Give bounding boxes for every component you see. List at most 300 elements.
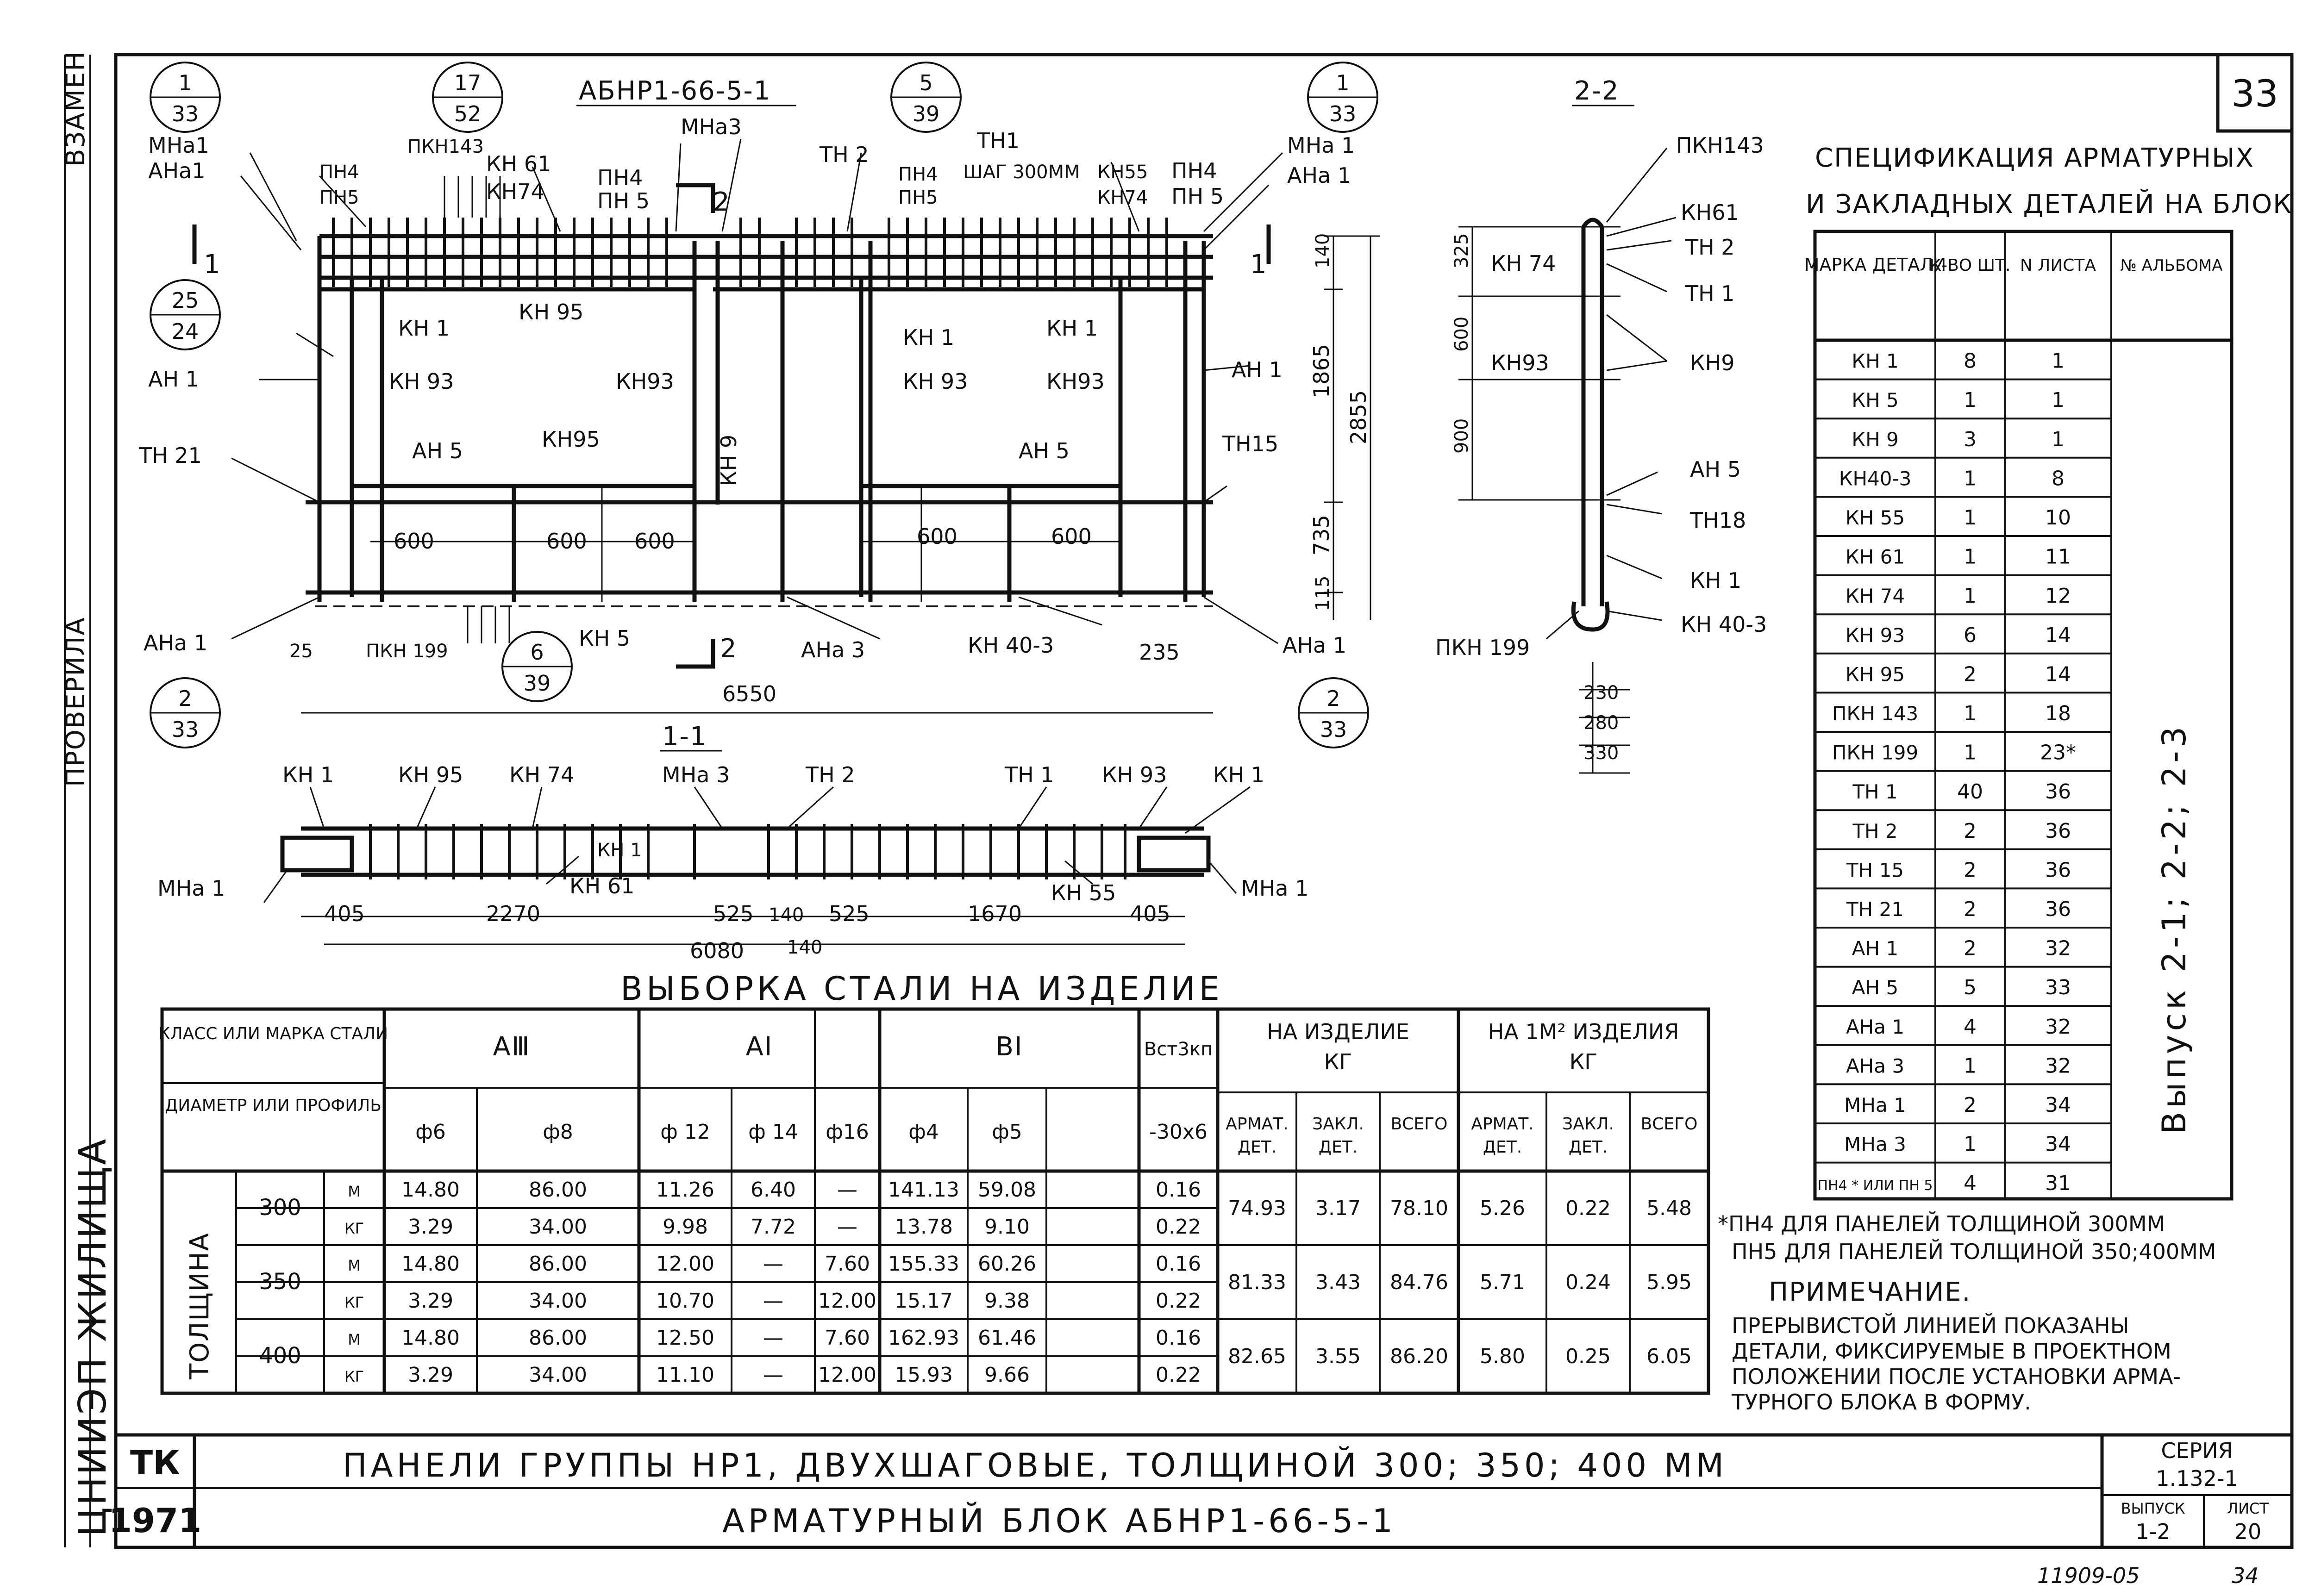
spec-qty: 3 [1964,427,1977,451]
spec-qty: 1 [1964,702,1977,725]
table-cell: 9.66 [984,1363,1030,1387]
table-cell: 0.16 [1156,1326,1201,1350]
thickness-value: 300 [259,1195,301,1221]
sec22-tn1: ТН 1 [1685,281,1735,306]
h-per-m2: НА 1М² ИЗДЕЛИЯ [1488,1019,1679,1044]
sec22-d325: 325 [1451,233,1472,268]
svg-text:39: 39 [912,101,940,126]
spec-mark: АНа 1 [1846,1015,1905,1038]
table-cell: 0.22 [1156,1215,1201,1239]
foot-2: ПН5 ДЛЯ ПАНЕЛЕЙ ТОЛЩИНОЙ 350;400ММ [1732,1239,2216,1264]
spec-qty: 4 [1964,1015,1977,1039]
dim-600-c: 600 [634,529,675,554]
pkn199-hatch [468,606,509,643]
sec11-stirrups [370,824,1125,879]
table-cell: 14.80 [401,1178,460,1202]
table-cell: 86.00 [529,1178,587,1202]
h-thick: ТОЛЩИНА [185,1232,215,1379]
sec11-end-right [1139,838,1208,870]
svg-text:33: 33 [171,101,199,126]
h-per-item-kg: КГ [1324,1049,1352,1074]
dim-600-a: 600 [394,529,434,554]
tb-year: 1971 [108,1501,202,1540]
sec11-d1670: 1670 [968,901,1022,926]
table-cell: 6.40 [751,1178,796,1202]
ref-circle [502,632,572,701]
lbl-pn5-c: ПН5 [898,187,938,208]
lbl-mna3-top: МНа3 [681,114,742,139]
table-cell: 60.26 [978,1252,1036,1276]
h-group-a1: АⅠ [745,1032,773,1062]
note-l3: ПОЛОЖЕНИИ ПОСЛЕ УСТАНОВКИ АРМА- [1732,1364,2181,1389]
lbl-kn61: КН 61 [486,151,551,176]
unit-cell: М [348,1331,361,1348]
table-cell: 9.98 [663,1215,708,1239]
sub-col-header: ДЕТ. [1483,1138,1522,1157]
table-cell: 61.46 [978,1326,1036,1350]
table-cell: 12.00 [656,1252,714,1276]
section-1-left-num: 1 [204,249,221,280]
table-cell: 12.00 [818,1289,876,1313]
lbl-mna1-tr: МНа 1 [1287,133,1355,158]
lbl-ana1-tl: АНа1 [148,158,206,183]
ref-circle [150,678,220,748]
sub-col-header: ДЕТ. [1568,1138,1608,1157]
total-cell: 5.80 [1480,1345,1525,1368]
sub-col-header: ЗАКЛ. [1312,1115,1364,1134]
table-cell: 14.80 [401,1252,460,1276]
thickness-value: 350 [259,1269,301,1295]
sec11-kn55: КН 55 [1051,880,1116,905]
total-cell: 86.20 [1390,1345,1448,1368]
table-cell: 0.16 [1156,1252,1201,1276]
spec-qty: 2 [1964,1093,1977,1117]
svg-text:39: 39 [523,671,551,696]
unit-cell: КГ [344,1220,364,1237]
sec11-kn1-l: КН 1 [282,762,334,787]
spec-sheet: 32 [2045,1015,2071,1039]
lbl-kn55: КН55 [1097,162,1148,183]
section-1-1 [157,722,1308,963]
h-class: КЛАСС ИЛИ МАРКА СТАЛИ [158,1024,388,1043]
lbl-pn4-a: ПН4 [319,162,359,183]
table-cell: 7.60 [825,1326,870,1350]
unit-cell: М [348,1183,361,1200]
side-org: ЦНИИЭП ЖИЛИЩА [71,1137,115,1537]
spec-mark: КН 5 [1852,389,1899,412]
table-cell: 9.10 [984,1215,1030,1239]
sec11-d525-b: 525 [829,901,870,926]
lbl-kn93-c: КН 93 [903,369,968,394]
total-cell: 0.25 [1565,1345,1611,1368]
svg-text:17: 17 [454,70,482,95]
spec-sheet: 33 [2045,976,2071,1000]
table-cell: 34.00 [529,1363,587,1387]
sec11-d6080: 6080 [690,938,745,963]
sub-col-header: ф 14 [748,1120,798,1144]
sub-col-header: ф6 [415,1120,446,1144]
sec11-kn61: КН 61 [569,873,635,898]
sub-col-header: ф16 [826,1120,869,1144]
sec22-tn18: ТН18 [1690,508,1746,533]
total-cell: 3.43 [1315,1271,1361,1294]
dim-25: 25 [289,641,313,662]
table-cell: 15.17 [895,1289,953,1313]
main-view [138,62,1380,748]
table-cell: — [837,1215,857,1239]
section-2-top-num: 2 [713,187,731,217]
dim-115: 115 [1312,575,1333,611]
sec11-d2270: 2270 [486,901,541,926]
spec-sheet: 11 [2045,545,2071,569]
sec11-kn93: КН 93 [1102,762,1167,787]
sec22-kn61: КН61 [1681,200,1739,225]
sec22-kn1: КН 1 [1690,568,1742,593]
table-cell: 162.93 [888,1326,959,1350]
table-cell: 7.60 [825,1252,870,1276]
spec-sheet: 32 [2045,1054,2071,1078]
sub-col-header: ЗАКЛ. [1562,1115,1614,1134]
spec-mark: МНа 3 [1844,1133,1906,1156]
steel-table [158,970,1708,1393]
handwritten-page: 34 [2232,1563,2259,1588]
sec22-tn2: ТН 2 [1685,235,1735,260]
table-cell: 11.26 [656,1178,714,1202]
side-proverila: ПРОВЕРИЛА [61,617,91,787]
spec-h-mark: МАРКА ДЕТАЛИ [1804,255,1946,275]
sub-col-header: ДЕТ. [1237,1138,1277,1157]
spec-mark: ПКН 199 [1832,741,1919,764]
h-diam: ДИАМЕТР ИЛИ ПРОФИЛЬ [165,1096,382,1115]
side-vzamen: ВЗАМЕН [61,50,91,167]
dim-6550: 6550 [722,681,777,706]
tb-tk: ТК [130,1443,180,1482]
spec-sheet: 14 [2045,662,2071,686]
dim-1865: 1865 [1309,343,1334,398]
sec22-leaders [1546,148,1676,639]
spec-qty: 2 [1964,662,1977,686]
lbl-pkn143: ПКН143 [407,136,484,157]
spec-sheet: 18 [2045,702,2071,725]
unit-cell: М [348,1257,361,1274]
lbl-kn9: КН 9 [716,434,741,486]
lbl-ana1-tr: АНа 1 [1287,163,1351,188]
sub-col-header: АРМАТ. [1226,1115,1289,1134]
lbl-pn5-a: ПН5 [319,187,359,208]
table-cell: 3.29 [408,1363,453,1387]
spec-mark: ПН4 * ИЛИ ПН 5 [1817,1178,1933,1194]
spec-sheet: 8 [2052,467,2065,491]
lbl-ana3: АНа 3 [801,637,865,662]
tb-line-2: АРМАТУРНЫЙ БЛОК АБНР1-66-5-1 [722,1502,1396,1540]
spec-sheet: 23* [2040,741,2076,765]
spec-title-2: И ЗАКЛАДНЫХ ДЕТАЛЕЙ НА БЛОК [1806,189,2292,219]
table-cell: 155.33 [888,1252,959,1276]
table-cell: 15.93 [895,1363,953,1387]
table-cell: 3.29 [408,1289,453,1313]
spec-mark: АН 1 [1852,937,1899,960]
dim-735: 735 [1309,515,1334,555]
sub-col-header: -30х6 [1149,1120,1208,1144]
svg-text:33: 33 [1320,717,1347,742]
table-cell: 14.80 [401,1326,460,1350]
lbl-kn95-b: КН95 [542,427,600,452]
sec22-hook-top [1583,220,1602,227]
spec-sheet: 1 [2052,427,2065,451]
lbl-an5-a: АН 5 [412,438,463,463]
spec-qty: 1 [1964,584,1977,608]
spec-sheet: 36 [2045,780,2071,804]
sec11-mna1-r: МНа 1 [1241,876,1309,901]
table-cell: 59.08 [978,1178,1036,1202]
tb-series-label: СЕРИЯ [2161,1438,2233,1463]
lbl-shag: ШАГ 300ММ [963,162,1080,183]
table-cell: 9.38 [984,1289,1030,1313]
sec11-kn1-r: КН 1 [1213,762,1265,787]
lbl-pkn199: ПКН 199 [366,641,448,662]
lbl-kn93-a: КН 93 [389,369,454,394]
handwritten-number: 11909-05 [2037,1563,2140,1588]
ref-circle [433,62,502,132]
table-cell: 3.29 [408,1215,453,1239]
table-cell: — [763,1252,783,1276]
spec-qty: 1 [1964,506,1977,530]
lbl-kn93-d: КН93 [1046,369,1105,394]
tb-series: 1.132-1 [2156,1466,2238,1491]
sec11-d405-r: 405 [1130,901,1170,926]
total-cell: 81.33 [1228,1271,1286,1294]
spec-mark: ТН 15 [1846,859,1904,882]
table-cell: 12.50 [656,1326,714,1350]
table-cell: — [763,1289,783,1313]
spec-mark: КН 61 [1845,545,1905,568]
tb-vyp-label: ВЫПУСК [2121,1500,2185,1517]
spec-album-note: Выпуск 2-1; 2-2; 2-3 [2155,723,2193,1134]
table-cell: 34.00 [529,1289,587,1313]
sec11-d405-l: 405 [324,901,365,926]
table-cell: 11.10 [656,1363,714,1387]
sub-col-header: ВСЕГО [1640,1115,1698,1134]
spec-title-1: СПЕЦИФИКАЦИЯ АРМАТУРНЫХ [1815,143,2254,173]
spec-sheet: 14 [2045,623,2071,647]
tb-line-1: ПАНЕЛИ ГРУППЫ НР1, ДВУХШАГОВЫЕ, ТОЛЩИНОЙ 300; 350; 400 ММ [343,1446,1728,1484]
svg-text:1: 1 [1336,70,1350,95]
spec-sheet: 31 [2045,1172,2071,1196]
spec-qty: 1 [1964,467,1977,491]
dim-235: 235 [1139,640,1180,665]
spec-sheet: 10 [2045,506,2071,530]
lbl-pn5-b: ПН 5 [597,188,650,213]
unit-cell: КГ [344,1368,364,1385]
sec22-kn93: КН93 [1491,350,1549,375]
spec-mark: АН 5 [1852,976,1899,999]
spec-mark: ТН 1 [1852,780,1898,804]
h-group-vst: Вст3кп [1144,1039,1213,1060]
note-l2: ДЕТАЛИ, ФИКСИРУЕМЫЕ В ПРОЕКТНОМ [1732,1339,2171,1364]
svg-text:33: 33 [1329,101,1357,126]
ref-circle [891,62,961,132]
h-group-b1: ВⅠ [995,1032,1023,1062]
total-cell: 0.22 [1565,1197,1611,1220]
lbl-tn2: ТН 2 [820,142,869,167]
spec-qty: 1 [1964,1054,1977,1078]
lbl-tn1: ТН1 [977,128,1020,153]
h-group-a3: АⅢ [493,1032,531,1062]
sec11-mna1-l: МНа 1 [157,876,225,901]
lbl-an5-b: АН 5 [1019,438,1070,463]
table-cell: 86.00 [529,1252,587,1276]
section-2-bottom-marker [676,639,713,667]
svg-text:2: 2 [1326,686,1340,711]
spec-mark: МНа 1 [1844,1094,1906,1116]
tb-list-label: ЛИСТ [2227,1500,2269,1517]
table-cell: 10.70 [656,1289,714,1313]
dim-600-b: 600 [546,529,587,554]
table-cell: 0.22 [1156,1363,1201,1387]
table-cell: 12.00 [818,1363,876,1387]
spec-qty: 2 [1964,936,1977,960]
dim-140: 140 [1312,233,1333,268]
sec11-d140-a: 140 [769,904,804,926]
section-2-2 [1435,76,1767,773]
sec11-kn1-mid: КН 1 [597,840,642,861]
spec-mark: КН 93 [1845,623,1905,647]
sub-column-headers [415,1115,1697,1157]
sec22-d230: 230 [1583,682,1619,704]
lbl-mna1-tl: МНа1 [148,133,209,158]
section-2-bottom-num: 2 [720,634,738,664]
total-cell: 78.10 [1390,1197,1448,1220]
table-cell: 7.72 [751,1215,796,1239]
unit-cell: КГ [344,1294,364,1311]
lbl-kn1-b: КН 1 [903,325,955,350]
svg-text:2: 2 [178,686,192,711]
table-cell: 141.13 [888,1178,959,1202]
svg-text:33: 33 [171,717,199,742]
tb-list: 20 [2234,1519,2262,1544]
sec11-d525-a: 525 [713,901,754,926]
table-cell: 86.00 [529,1326,587,1350]
sec22-d600: 600 [1451,316,1472,352]
spec-sheet: 12 [2045,584,2071,608]
total-cell: 5.71 [1480,1271,1525,1294]
note-l4: ТУРНОГО БЛОКА В ФОРМУ. [1732,1390,2031,1415]
total-cell: 3.55 [1315,1345,1361,1368]
sub-col-header: ф5 [992,1120,1022,1144]
lbl-pn4-c: ПН4 [898,164,938,185]
sub-col-header: ф4 [908,1120,939,1144]
table-cell: — [837,1178,857,1202]
lbl-kn1-c: КН 1 [1046,316,1098,341]
svg-text:6: 6 [530,640,544,665]
sec22-d280: 280 [1583,712,1619,734]
spec-mark: КН 9 [1852,428,1899,451]
sec22-kn74: КН 74 [1491,251,1556,276]
lbl-ana1-bl: АНа 1 [144,630,208,655]
h-per-item: НА ИЗДЕЛИЕ [1267,1019,1409,1044]
sec11-tn1: ТН 1 [1005,762,1054,787]
total-cell: 84.76 [1390,1271,1448,1294]
main-view-title: АБНР1-66-5-1 [579,76,771,106]
lbl-tn21: ТН 21 [139,443,202,468]
sub-col-header: АРМАТ. [1471,1115,1534,1134]
spec-qty: 2 [1964,819,1977,843]
spec-h-sheet: N ЛИСТА [2020,256,2096,275]
dim-2855: 2855 [1346,390,1371,444]
sec11-d140-b: 140 [787,937,823,958]
spec-qty: 6 [1964,623,1977,647]
table-cell: 34.00 [529,1215,587,1239]
lbl-kn1-a: КН 1 [398,316,450,341]
dim-600-d: 600 [917,524,957,549]
sec22-d330: 330 [1583,742,1619,764]
section-22-title: 2-2 [1574,76,1620,106]
note-l1: ПРЕРЫВИСТОЙ ЛИНИЕЙ ПОКАЗАНЫ [1732,1313,2129,1338]
svg-text:5: 5 [919,70,933,95]
table-cell: 13.78 [895,1215,953,1239]
table-cell: 0.16 [1156,1178,1201,1202]
spec-sheet: 36 [2045,858,2071,882]
title-block [109,1435,2292,1547]
spec-qty: 5 [1964,976,1977,1000]
spec-sheet: 34 [2045,1132,2071,1156]
h-per-m2-kg: КГ [1569,1049,1598,1074]
spec-qty: 1 [1964,741,1977,765]
spec-mark: КН 74 [1845,585,1905,608]
spec-qty: 1 [1964,388,1977,412]
spec-table [1804,143,2292,1199]
total-cell: 5.26 [1480,1197,1525,1220]
sec22-pkn143: ПКН143 [1676,133,1764,158]
notes [1718,1211,2216,1415]
total-cell: 74.93 [1228,1197,1286,1220]
table-cell: — [763,1363,783,1387]
lbl-kn95-a: КН 95 [519,299,584,324]
thickness-value: 400 [259,1343,301,1369]
svg-text:1: 1 [178,70,192,95]
ref-circle [1308,62,1377,132]
spec-sheet: 36 [2045,898,2071,921]
spec-mark: АНа 3 [1846,1054,1905,1078]
steel-table-title: ВЫБОРКА СТАЛИ НА ИЗДЕЛИЕ [620,970,1223,1008]
sub-col-header: ф8 [543,1120,573,1144]
page-number: 33 [2231,72,2278,115]
spec-qty: 40 [1957,780,1983,804]
total-cell: 5.48 [1646,1197,1692,1220]
spec-mark: ТН 2 [1852,819,1898,842]
lbl-pn5-d: ПН 5 [1171,184,1224,209]
lbl-kn93-b: КН93 [616,369,674,394]
svg-text:24: 24 [171,319,199,344]
spec-body [1815,349,2111,1196]
ref-circle [150,62,220,132]
sec11-kn95: КН 95 [398,762,463,787]
lbl-pn4-d: ПН4 [1171,158,1217,183]
sub-col-header: ф 12 [660,1120,710,1144]
table-cell: 0.22 [1156,1289,1201,1313]
lbl-an1-r: АН 1 [1232,357,1283,382]
sec22-pkn199: ПКН 199 [1435,635,1530,660]
spec-mark: КН 55 [1845,506,1905,529]
sec22-d900: 900 [1451,418,1472,454]
note-title: ПРИМЕЧАНИЕ. [1769,1277,1971,1307]
lbl-pn4-b: ПН4 [597,165,643,190]
spec-mark: КН 95 [1845,663,1905,686]
section-1-right-num: 1 [1250,249,1268,280]
section-2-top-marker [676,185,713,213]
spec-sheet: 32 [2045,936,2071,960]
foot-1: *ПН4 ДЛЯ ПАНЕЛЕЙ ТОЛЩИНОЙ 300ММ [1718,1211,2165,1236]
